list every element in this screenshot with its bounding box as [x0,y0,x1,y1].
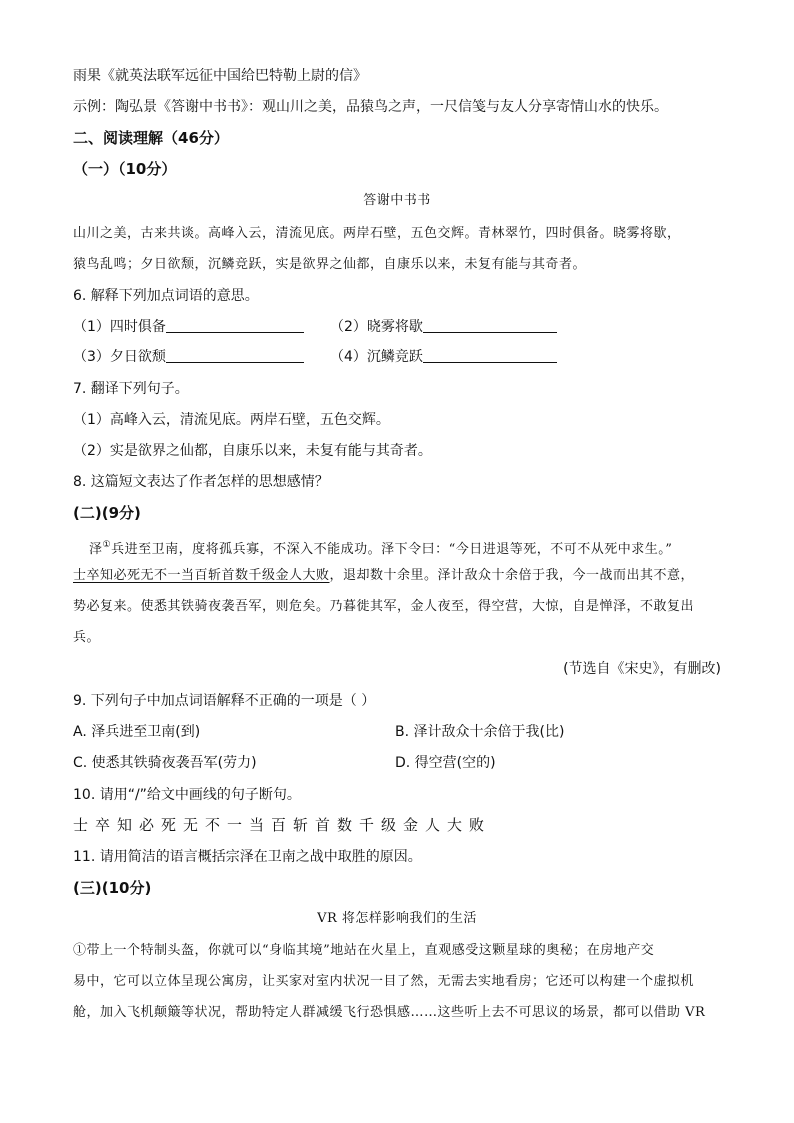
option-a[interactable]: A. 泽兵进至卫南(到) [73,724,201,740]
question-8: 8. 这篇短文表达了作者怎样的思想感情？ [73,474,329,490]
passage-line [89,535,672,560]
q6-item-2: （2）晓雾将歇 [330,319,423,335]
text-line: 雨果《就英法联军远征中国给巴特勒上尉的信》 [73,68,367,84]
passage-text: ，退却数十余里。泽计敌众十余倍于我，今一战而出其不意， [329,568,695,583]
passage-line: ①带上一个特制头盔，你就可以“身临其境”地站在火星上，直观感受这颗星球的奥秘；在房地产交 [73,943,655,958]
question-6-row [73,347,304,367]
answer-blank[interactable] [423,318,557,333]
passage-line: 势必复来。使悉其铁骑夜袭吾军，则危矣。乃暮徙其军，金人夜至，得空营，大惊，自是惮泽，不敢复出 [73,599,695,614]
answer-blank[interactable] [166,318,304,333]
answer-blank[interactable] [166,348,304,363]
q6-item-4: （4）沉鳞竞跃 [330,349,423,365]
question-6-row [73,317,304,337]
question-7: 7. 翻译下列句子。 [73,381,189,397]
passage-line: 易中，它可以立体呈现公寓房，让买家对室内状况一目了然，无需去实地看房；它还可以构建一个虚拟机 [73,974,695,989]
sentence-to-punctuate: 士卒知必死无不一当百斩首数千级金人大败 [73,816,492,834]
question-7-item: （2）实是欲界之仙都，自康乐以来，未复有能与其奇者。 [73,443,432,459]
option-c[interactable]: C. 使悉其铁骑夜袭吾军(劳力) [73,755,257,771]
question-11: 11. 请用简洁的语言概括宗泽在卫南之战中取胜的原因。 [73,849,422,865]
part1-heading: （一）（10分） [73,160,177,178]
passage-title: 答谢中书书 [363,193,431,208]
passage-line [73,566,694,586]
passage-line: 山川之美，古来共谈。高峰入云，清流见底。两岸石壁，五色交辉。青林翠竹，四时俱备。晓雾将歇， [73,226,681,241]
answer-blank[interactable] [423,348,557,363]
example-line: 示例：陶弘景《答谢中书书》：观山川之美，品猿鸟之声，一尺信笺与友人分享寄情山水的快乐。 [73,99,668,115]
passage-title: VR 将怎样影响我们的生活 [317,911,477,926]
source-note: (节选自《宋史》，有删改) [563,661,721,677]
question-10: 10. 请用“/”给文中画线的句子断句。 [73,787,301,803]
section-heading: 二、阅读理解（46分） [73,129,229,147]
passage-line: 舱，加入飞机颠簸等状况，帮助特定人群减缓飞行恐惧感……这些听上去不可思议的场景，都可以借助 VR [73,1005,706,1020]
q6-item-3: （3）夕日欲颓 [73,349,166,365]
option-d[interactable]: D. 得空营(空的) [395,755,496,771]
question-6-row [330,317,557,337]
question-6-row [330,347,557,367]
q6-item-1: （1）四时俱备 [73,319,166,335]
footnote-mark: ① [102,540,112,550]
option-b[interactable]: B. 泽计敌众十余倍于我(比) [395,724,565,740]
underlined-sentence: 士卒知必死无不一当百斩首数千级金人大败 [73,568,330,583]
question-7-item: （1）高峰入云，清流见底。两岸石壁，五色交辉。 [73,412,390,428]
passage-line: 兵。 [73,630,101,645]
passage-line: 猿鸟乱鸣；夕日欲颓，沉鳞竞跃，实是欲界之仙都，自康乐以来，未复有能与其奇者。 [73,257,587,272]
part3-heading: (三)(10分) [73,879,152,897]
passage-text: 泽 [89,542,103,557]
question-9: 9. 下列句子中加点词语解释不正确的一项是（ ） [73,693,376,709]
part2-heading: (二)(9分) [73,504,141,522]
question-6: 6. 解释下列加点词语的意思。 [73,288,259,304]
passage-text: 兵进至卫南，度将孤兵寡，不深入不能成功。泽下令曰：“今日进退等死，不可不从死中求生。” [111,542,673,557]
